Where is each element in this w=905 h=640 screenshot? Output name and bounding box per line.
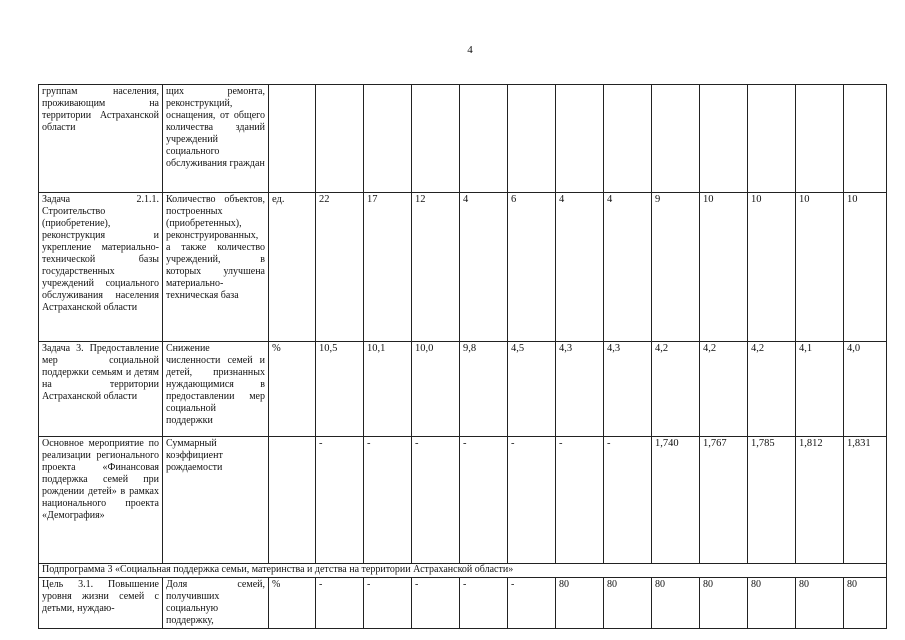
value-cell: 10 [700,193,748,342]
value-cell [652,85,700,193]
value-cell: 9 [652,193,700,342]
value-cell: 80 [748,578,796,629]
value-cell: 4,2 [652,342,700,437]
goal-cell: Основное мероприятие по реализации регионального проекта «Финансовая поддержка семей при рождении детей» в рамках национального проекта «Демография» [39,437,163,564]
unit-cell: % [269,578,316,629]
value-cell: - [316,437,364,564]
table-row [39,437,887,564]
value-cell: - [604,437,652,564]
unit-cell: ед. [269,193,316,342]
value-cell: - [508,578,556,629]
value-cell: - [460,437,508,564]
value-cell: 80 [652,578,700,629]
value-cell [748,85,796,193]
value-cell: 80 [604,578,652,629]
value-cell: 10 [844,193,887,342]
value-cell: 9,8 [460,342,508,437]
value-cell: 22 [316,193,364,342]
unit-cell [269,437,316,564]
goal-cell: Задача 3. Предоставление мер социальной поддержки семьям и детям на территории Астраханской области [39,342,163,437]
value-cell: - [364,437,412,564]
indicators-table [38,84,887,629]
value-cell [460,85,508,193]
value-cell: 4 [556,193,604,342]
value-cell: 80 [844,578,887,629]
value-cell: 4 [604,193,652,342]
value-cell: 17 [364,193,412,342]
value-cell: 80 [556,578,604,629]
value-cell: - [556,437,604,564]
goal-cell: Задача 2.1.1. Строительство (приобретение), реконструкция и укрепление материально-технической базы государственных учреждений социального обслуживания населения Астраханской области [39,193,163,342]
value-cell: - [508,437,556,564]
value-cell: - [412,437,460,564]
value-cell: - [364,578,412,629]
goal-cell: группам населения, проживающим на территории Астраханской области [39,85,163,193]
value-cell: 4,5 [508,342,556,437]
subprogram-row [39,564,887,578]
value-cell: 80 [700,578,748,629]
table-row [39,85,887,193]
unit-cell [269,85,316,193]
value-cell: 1,812 [796,437,844,564]
value-cell: 1,831 [844,437,887,564]
value-cell [508,85,556,193]
subprogram-title: Подпрограмма 3 «Социальная поддержка семьи, материнства и детства на территории Астраханской области» [39,564,887,578]
indicator-cell: Количество объектов, построенных (приобретенных), реконструированных, а также количество учреждений, в которых улучшена материально-техническая база [163,193,269,342]
value-cell: 10,0 [412,342,460,437]
goal-cell: Цель 3.1. Повышение уровня жизни семей с детьми, нуждаю- [39,578,163,629]
indicator-cell: щих ремонта, реконструкций, оснащения, от общего количества зданий учреждений социального обслуживания граждан [163,85,269,193]
value-cell: 12 [412,193,460,342]
value-cell [700,85,748,193]
indicator-cell: Суммарный коэффициент рождаемости [163,437,269,564]
value-cell [316,85,364,193]
value-cell [412,85,460,193]
value-cell: 1,767 [700,437,748,564]
value-cell: 4,3 [556,342,604,437]
value-cell: 4,1 [796,342,844,437]
value-cell [604,85,652,193]
indicator-cell: Доля семей, получивших социальную поддержку, [163,578,269,629]
value-cell: 10,5 [316,342,364,437]
value-cell: 4,2 [700,342,748,437]
table-row [39,578,887,629]
value-cell: 4,2 [748,342,796,437]
value-cell: - [316,578,364,629]
value-cell: 80 [796,578,844,629]
value-cell [556,85,604,193]
value-cell [364,85,412,193]
value-cell: - [412,578,460,629]
unit-cell: % [269,342,316,437]
value-cell: - [460,578,508,629]
value-cell: 10 [748,193,796,342]
indicator-cell: Снижение численности семей и детей, признанных нуждающимися в предоставлении мер социальной поддержки [163,342,269,437]
value-cell: 1,740 [652,437,700,564]
value-cell: 4 [460,193,508,342]
value-cell [844,85,887,193]
page-number: 4 [467,44,473,56]
value-cell: 6 [508,193,556,342]
value-cell [796,85,844,193]
value-cell: 10,1 [364,342,412,437]
value-cell: 10 [796,193,844,342]
table-row [39,342,887,437]
table-row [39,193,887,342]
value-cell: 4,3 [604,342,652,437]
value-cell: 4,0 [844,342,887,437]
value-cell: 1,785 [748,437,796,564]
